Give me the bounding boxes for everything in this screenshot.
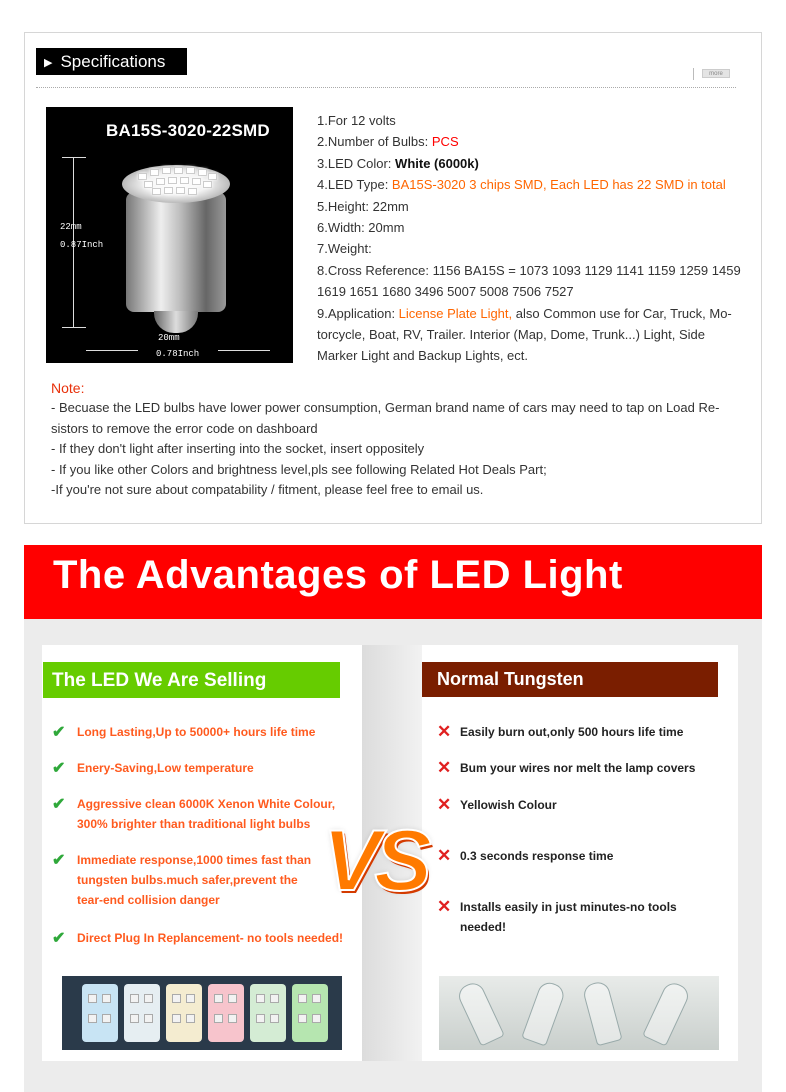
note-item: - Becuase the LED bulbs have lower power consumption, German brand name of cars may need to tap on Load Re-sistors to remove the error code on dashboard [51,400,720,436]
tungsten-bulb [521,979,567,1046]
spec-number-of-bulbs: 2.Number of Bulbs: PCS [317,134,459,150]
led-advantage-item: Immediate response,1000 times fast than tungsten bulbs.much safer,prevent the tear-end collision danger [77,853,312,907]
spec-weight: 7.Weight: [317,241,372,257]
tungsten-bulb [581,980,622,1047]
play-triangle-icon: ▶ [44,57,53,69]
specifications-tab-label: Specifications [60,52,166,71]
note-item: -If you're not sure about compatability / fitment, please feel free to email us. [51,482,484,497]
led-bulbs-photo [62,976,342,1050]
led-advantage-item: Enery-Saving,Low temperature [77,761,254,775]
note-title: Note: [51,380,85,396]
width-mm-label: 20mm [158,333,180,343]
specifications-tab[interactable] [36,48,187,75]
led-bulb-white [124,984,160,1042]
spec-cross-reference: 8.Cross Reference: 1156 BA15S = 1073 1093 1129 1141 1159 1259 1459 1619 1651 1680 3496 5007 5008 7506 7527 [317,262,741,300]
cross-icon: ✕ [437,795,452,814]
tungsten-bulb [642,979,692,1046]
check-icon: ✔ [52,724,66,741]
product-image-title: BA15S-3020-22SMD [106,121,270,140]
led-bulb-green [292,984,328,1042]
width-dimension-line [86,350,138,351]
height-mm-label: 22mm [60,222,82,232]
product-image [46,107,293,363]
tungsten-bulb [455,979,505,1046]
spec-application: 9.Application: License Plate Light, also Common use for Car, Truck, Mo-torcycle, Boat, RV, Trailer. Interior (Map, Dome, Trunk...) Light, Side Marker Light and Backup Lights, ect. [317,305,732,364]
cross-icon: ✕ [437,722,452,741]
tungsten-drawback-item: 0.3 seconds response time [460,849,614,863]
bulb-contact [154,311,198,333]
spec-height: 5.Height: 22mm [317,198,409,214]
spec-led-color: 3.LED Color: White (6000k) [317,155,479,171]
spec-led-type: 4.LED Type: BA15S-3020 3 chips SMD, Each LED has 22 SMD in total [317,177,726,193]
tungsten-header: Normal Tungsten [422,662,718,697]
led-bulb-red [208,984,244,1042]
led-bulb-white-2 [250,984,286,1042]
advantages-title: The Advantages of LED Light [53,553,623,597]
height-inch-label: 0.87Inch [60,240,104,250]
check-icon: ✔ [52,930,66,947]
vs-label: VS [323,813,426,909]
cross-icon: ✕ [437,897,452,916]
note-list [51,398,741,501]
more-button[interactable]: more [702,69,730,78]
dotted-divider [36,87,736,88]
led-advantage-item: Direct Plug In Replancement- no tools needed! [77,931,344,945]
led-advantage-item: Aggressive clean 6000K Xenon White Colour, 300% brighter than traditional light bulbs [77,797,336,831]
tungsten-drawback-item: Bum your wires nor melt the lamp covers [460,761,696,775]
dimension-tick [62,327,86,328]
spec-voltage: 1.For 12 volts [317,113,396,128]
tungsten-drawback-item: Yellowish Colour [460,798,557,812]
spec-list [317,110,749,367]
note-item: - If you like other Colors and brightness level,pls see following Related Hot Deals Part; [51,461,547,477]
bulb-base [126,192,226,312]
led-header: The LED We Are Selling [43,662,340,698]
cross-icon: ✕ [437,758,452,777]
divider [693,68,694,80]
width-inch-label: 0.78Inch [156,349,200,359]
note-item: - If they don't light after inserting into the socket, insert oppositely [51,441,425,456]
tungsten-drawback-item: Installs easily in just minutes-no tools needed! [460,900,677,934]
smd-led-array [130,167,222,197]
led-bulb-blue [82,984,118,1042]
tungsten-drawback-item: Easily burn out,only 500 hours life time [460,725,684,739]
spec-width: 6.Width: 20mm [317,220,405,236]
tungsten-bulbs-photo [439,976,719,1050]
check-icon: ✔ [52,760,66,777]
check-icon: ✔ [52,796,66,813]
dimension-tick [62,157,86,158]
width-dimension-line [218,350,270,351]
check-icon: ✔ [52,852,66,869]
led-bulb-warm [166,984,202,1042]
cross-icon: ✕ [437,846,452,865]
led-advantage-item: Long Lasting,Up to 50000+ hours life time [77,725,316,739]
